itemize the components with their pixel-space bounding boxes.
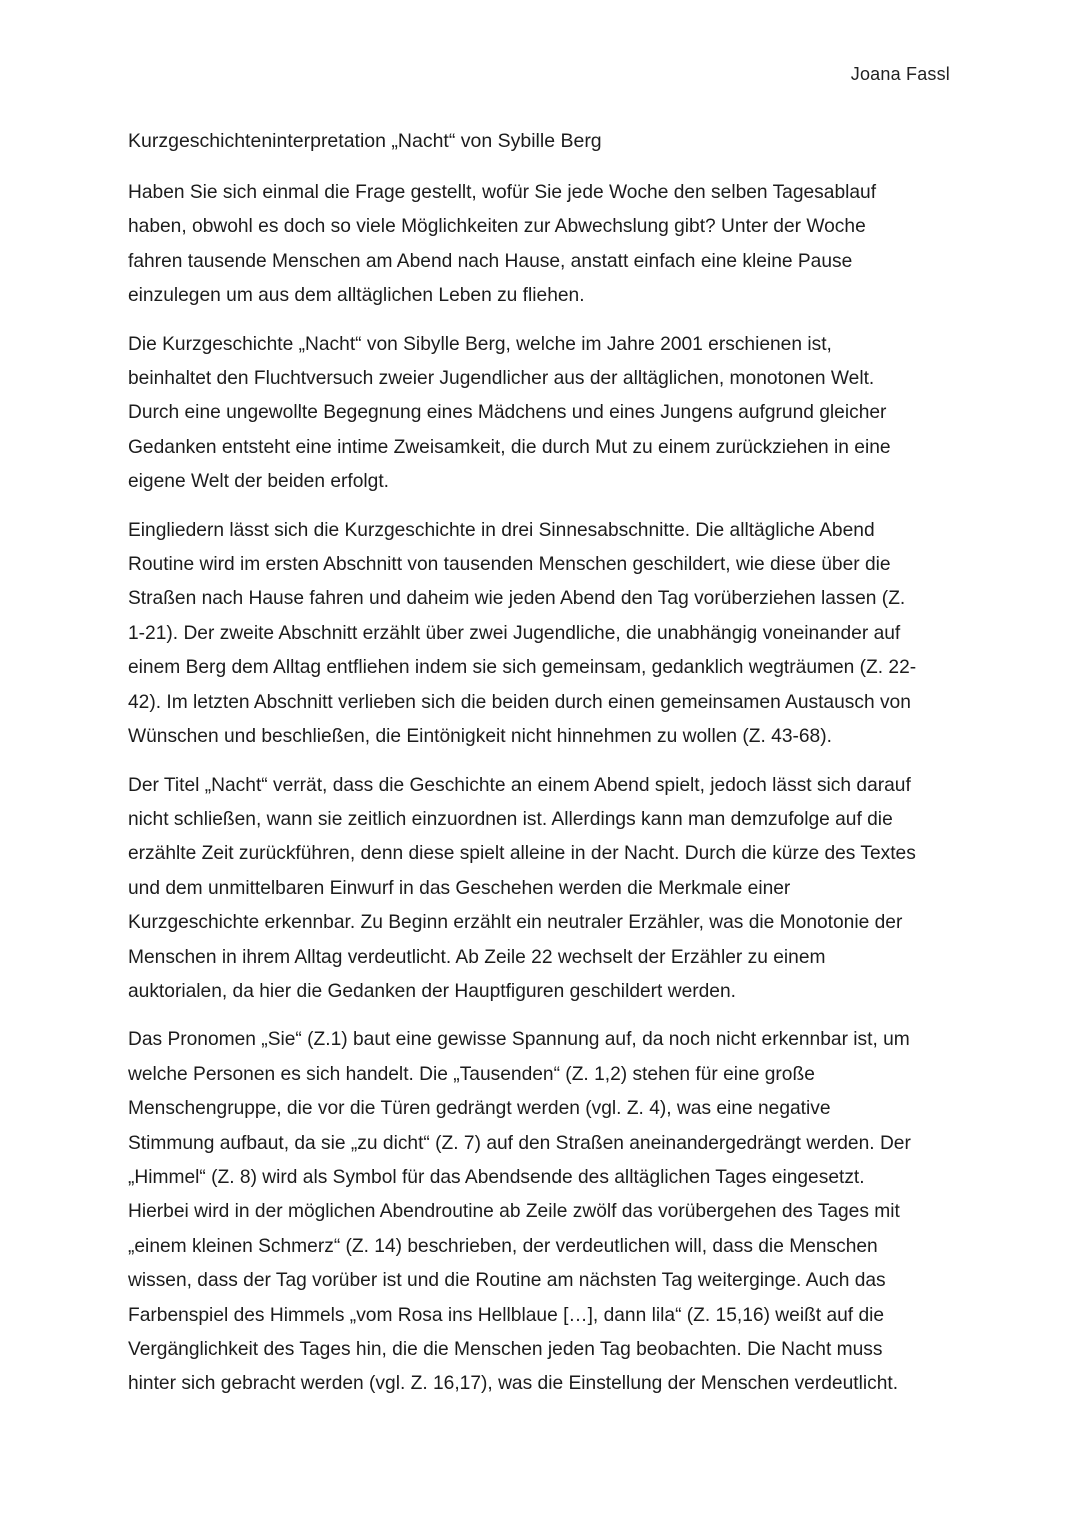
- text-line: Menschengruppe, die vor die Türen gedrängt werden (vgl. Z. 4), was eine negative: [128, 1098, 831, 1120]
- text-line: Stimmung aufbaut, da sie „zu dicht“ (Z. 7) auf den Straßen aneinandergedrängt werden. Der: [128, 1132, 911, 1154]
- text-line: einem Berg dem Alltag entfliehen indem sie sich gemeinsam, gedanklich wegträumen (Z. 22-: [128, 657, 917, 679]
- text-line: 1-21). Der zweite Abschnitt erzählt über zwei Jugendliche, die unabhängig voneinander auf: [128, 622, 901, 644]
- author-name: Joana Fassl: [850, 64, 950, 84]
- text-line: Wünschen und beschließen, die Eintönigkeit nicht hinnehmen zu wollen (Z. 43-68).: [128, 726, 832, 748]
- text-line: welche Personen es sich handelt. Die „Tausenden“ (Z. 1,2) stehen für eine große: [128, 1063, 815, 1085]
- text-line: Kurzgeschichte erkennbar. Zu Beginn erzählt ein neutraler Erzähler, was die Monotonie der: [128, 912, 903, 934]
- document-body: [128, 176, 956, 1416]
- paragraph-structure: [128, 514, 956, 755]
- text-line: Eingliedern lässt sich die Kurzgeschichte in drei Sinnesabschnitte. Die alltägliche Abend: [128, 519, 875, 541]
- text-line: Der Titel „Nacht“ verrät, dass die Geschichte an einem Abend spielt, jedoch lässt sich darauf: [128, 774, 911, 796]
- text-line: einzulegen um aus dem alltäglichen Leben zu fliehen.: [128, 285, 585, 307]
- text-line: auktorialen, da hier die Gedanken der Hauptfiguren geschildert werden.: [128, 980, 736, 1002]
- paragraph-overview: [128, 328, 956, 500]
- text-line: Routine wird im ersten Abschnitt von tausenden Menschen geschildert, wie diese über die: [128, 554, 891, 576]
- paragraph-title-analysis: [128, 769, 956, 1010]
- text-line: 42). Im letzten Abschnitt verlieben sich die beiden durch einen gemeinsamen Austausch von: [128, 691, 911, 713]
- text-line: „einem kleinen Schmerz“ (Z. 14) beschrieben, der verdeutlichen will, dass die Menschen: [128, 1235, 878, 1257]
- text-line: Die Kurzgeschichte „Nacht“ von Sibylle Berg, welche im Jahre 2001 erschienen ist,: [128, 333, 832, 355]
- text-line: nicht schließen, wann sie zeitlich einzuordnen ist. Allerdings kann man demzufolge auf die: [128, 808, 893, 830]
- text-line: und dem unmittelbaren Einwurf in das Geschehen werden die Merkmale einer: [128, 877, 791, 899]
- text-line: Das Pronomen „Sie“ (Z.1) baut eine gewisse Spannung auf, da noch nicht erkennbar ist, um: [128, 1029, 910, 1051]
- text-line: Menschen in ihrem Alltag verdeutlicht. Ab Zeile 22 wechselt der Erzähler zu einem: [128, 946, 826, 968]
- text-line: fahren tausende Menschen am Abend nach Hause, anstatt einfach eine kleine Pause: [128, 250, 853, 272]
- text-line: Haben Sie sich einmal die Frage gestellt, wofür Sie jede Woche den selben Tagesablauf: [128, 182, 877, 203]
- text-line: Durch eine ungewollte Begegnung eines Mädchens und eines Jungens aufgrund gleicher: [128, 402, 887, 424]
- text-line: „Himmel“ (Z. 8) wird als Symbol für das Abendsende des alltäglichen Tages eingesetzt.: [128, 1166, 865, 1188]
- document-title: Kurzgeschichteninterpretation „Nacht“ von Sybille Berg: [128, 130, 602, 152]
- text-line: eigene Welt der beiden erfolgt.: [128, 471, 389, 493]
- text-line: haben, obwohl es doch so viele Möglichkeiten zur Abwechslung gibt? Unter der Woche: [128, 216, 866, 238]
- text-line: wissen, dass der Tag vorüber ist und die Routine am nächsten Tag weiterginge. Auch das: [128, 1270, 886, 1292]
- text-line: Gedanken entsteht eine intime Zweisamkeit, die durch Mut zu einem zurückziehen in eine: [128, 436, 891, 458]
- text-line: erzählte Zeit zurückführen, denn diese spielt alleine in der Nacht. Durch die kürze des Textes: [128, 843, 916, 865]
- text-line: beinhaltet den Fluchtversuch zweier Jugendlicher aus der alltäglichen, monotonen Welt.: [128, 368, 875, 390]
- text-line: Hierbei wird in der möglichen Abendroutine ab Zeile zwölf das vorübergehen des Tages mit: [128, 1201, 900, 1223]
- text-line: Vergänglichkeit des Tages hin, die die Menschen jeden Tag beobachten. Die Nacht muss: [128, 1339, 883, 1360]
- paragraph-language-analysis: [128, 1023, 956, 1401]
- text-line: Straßen nach Hause fahren und daheim wie jeden Abend den Tag vorüberziehen lassen (Z.: [128, 588, 906, 610]
- text-line: Farbenspiel des Himmels „vom Rosa ins Hellblaue […], dann lila“ (Z. 15,16) weißt auf die: [128, 1304, 885, 1326]
- paragraph-intro: [128, 176, 956, 314]
- text-line: hinter sich gebracht werden (vgl. Z. 16,17), was die Einstellung der Menschen verdeutlicht.: [128, 1373, 899, 1395]
